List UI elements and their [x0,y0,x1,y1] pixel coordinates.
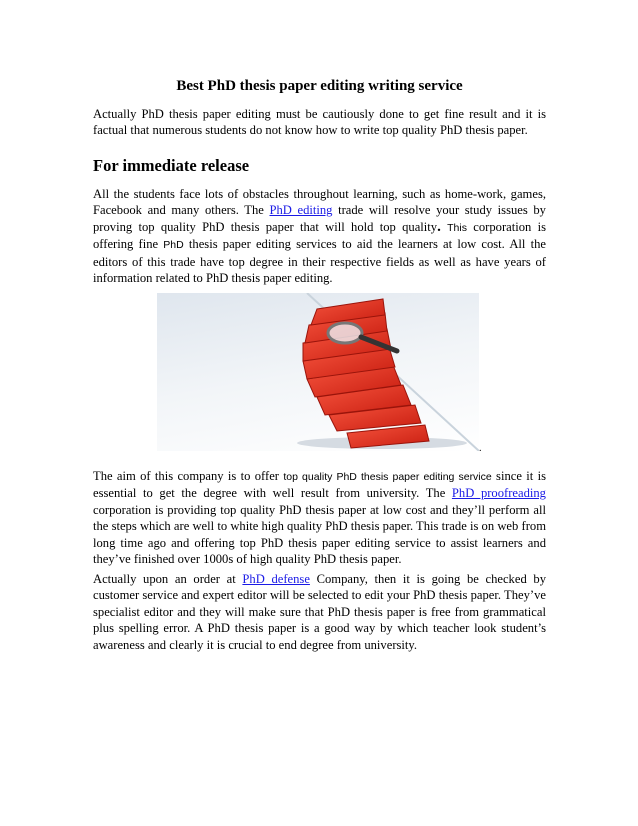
release-text-2: trade will resolve your study issues by proving top quality PhD thesis paper that will hold top quality [93,203,546,234]
release-text-3: corporation is offering fine [93,219,547,252]
aim-text-3: corporation is providing top quality PhD thesis paper at low cost and they’ll perform all the steps which are well to white high quality PhD thesis paper. This trade is on web from long time ago and offering top PhD thesis paper editing service to assist learners and they’ve finished over 1000s of high quality PhD thesis paper. [93,502,546,567]
order-text-2: Company, then it is going be checked by customer service and expert editor will be selected to edit your PhD thesis paper. They’ve specialist editor and they will make sure that PhD thesis paper is free from grammatical plus spelling error. A PhD thesis paper is a good way by which teacher look student’s awareness and clearly it is crucial to end degree from university. [93,572,546,652]
release-text-4: thesis paper editing services to aid the learners at low cost. All the editors of this trade have top degree in their respective fields as well as have years of information related to PhD thesis paper editing. [93,237,546,286]
release-sans-this: This [447,221,467,234]
order-paragraph [93,571,546,653]
phd-defense-link[interactable]: PhD defense [242,572,310,586]
aim-paragraph [93,468,546,567]
intro-paragraph: Actually PhD thesis paper editing must be cautiously done to get fine result and it is factual that numerous students do not know how to write top quality PhD thesis paper. [93,107,546,138]
aim-text-1: The aim of this company is to offer [93,469,284,483]
release-paragraph [93,186,546,286]
phd-editing-link[interactable]: PhD editing [269,203,333,218]
document-title: Best PhD thesis paper editing writing service [176,78,463,94]
aim-text-2: since it is essential to get the degree with well result from university. The [93,469,546,501]
phd-proofreading-link[interactable]: PhD proofreading [451,486,546,501]
figure-caption: . [479,443,482,454]
release-text-1: All the students face lots of obstacles throughout learning, such as home-work, games, Facebook and many others. The [93,187,546,218]
release-dot: . [437,218,441,235]
section-heading: For immediate release [93,156,250,175]
red-folders-stack-icon [157,293,479,451]
release-sans-phd: PhD [163,239,184,252]
folders-illustration [157,293,479,451]
order-text-1: Actually upon an order at [93,572,243,586]
aim-sans-text: top quality PhD thesis paper editing service [283,471,492,483]
